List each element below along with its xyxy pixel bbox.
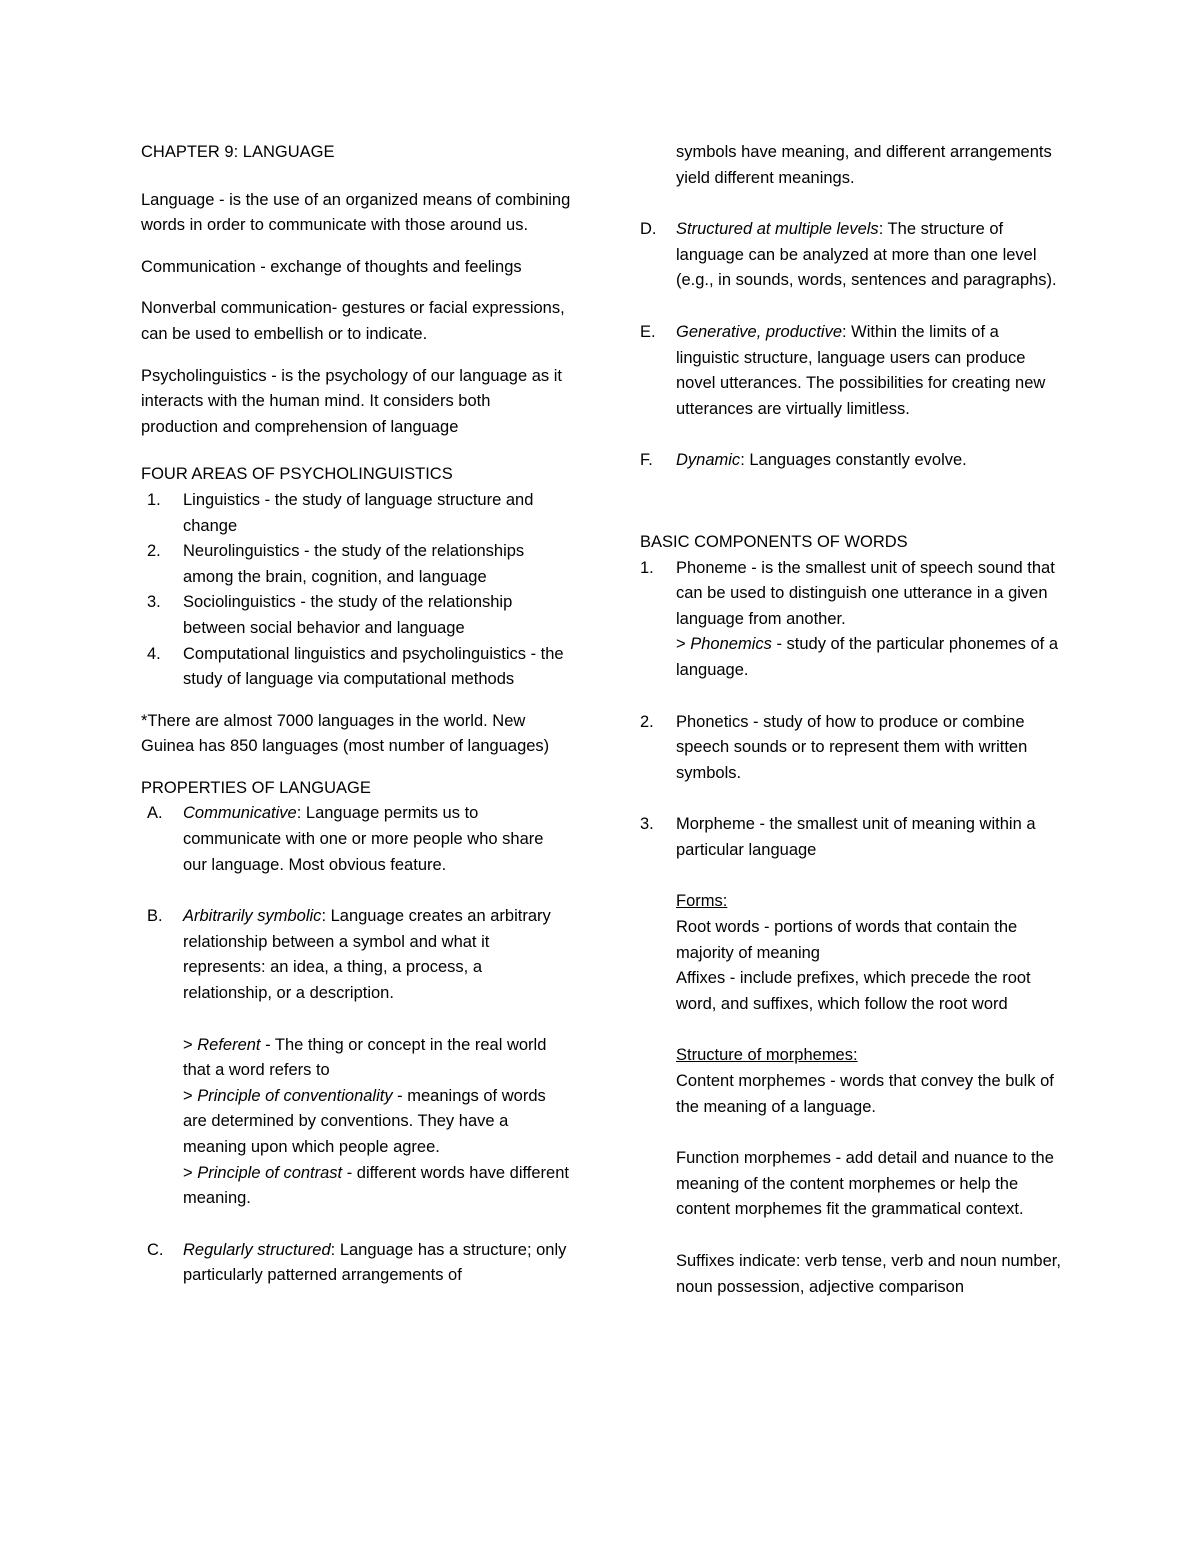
subitem-prefix: >: [183, 1086, 198, 1105]
property-term: Arbitrarily symbolic: [183, 907, 322, 926]
list-marker: E.: [640, 322, 656, 341]
subitem-prefix: >: [676, 635, 691, 654]
left-column: [141, 140, 571, 1289]
list-marker: D.: [640, 220, 657, 239]
forms-root-words: Root words - portions of words that contain the majority of meaning: [676, 918, 1018, 962]
definition-psycholinguistics: Psycholinguistics - is the psychology of our language as it interacts with the human mind. It considers both production and comprehension of language: [141, 366, 562, 436]
definition-nonverbal: Nonverbal communication- gestures or facial expressions, can be used to embellish or to indicate.: [141, 299, 565, 343]
forms-affixes: Affixes - include prefixes, which precede the root word, and suffixes, which follow the root word: [676, 969, 1031, 1013]
list-marker: 1.: [640, 558, 654, 577]
subitem-prefix: >: [183, 1035, 198, 1054]
subitem-term: Referent: [197, 1035, 261, 1054]
property-item: [141, 904, 571, 1212]
property-text: : Language has a structure; only particularly patterned arrangements of: [183, 1240, 567, 1285]
list-item-text: Sociolinguistics - the study of the relationship between social behavior and language: [183, 593, 513, 637]
components-list: [640, 556, 1065, 1301]
components-heading: BASIC COMPONENTS OF WORDS: [640, 532, 908, 551]
component-item: [640, 556, 1065, 684]
subitem: [676, 632, 1065, 683]
properties-heading: PROPERTIES OF LANGUAGE: [141, 778, 371, 797]
list-marker: F.: [640, 451, 653, 470]
structure-heading: Structure of morphemes:: [676, 1046, 858, 1065]
list-marker: 2.: [640, 712, 654, 731]
subitem: [183, 1161, 571, 1212]
properties-list: [141, 801, 571, 1289]
content-morphemes: Content morphemes - words that convey the bulk of the meaning of a language.: [676, 1072, 1054, 1116]
subitem: [183, 1084, 571, 1161]
subitem-term: Principle of conventionality: [197, 1086, 393, 1105]
definition-language: Language - is the use of an organized means of combining words in order to communicate with those around us.: [141, 190, 571, 235]
property-item: [640, 217, 1065, 294]
property-text: : Language creates an arbitrary relationship between a symbol and what it represents: an idea, a thing, a process, a relationship, or a description.: [183, 907, 551, 1003]
property-item: [141, 1238, 571, 1289]
right-column: [640, 140, 1065, 1300]
list-item-text: Neurolinguistics - the study of the relationships among the brain, cognition, and language: [183, 542, 525, 586]
subitem-term: Phonemics: [690, 635, 772, 654]
component-item: [640, 710, 1065, 787]
suffixes-indicate: Suffixes indicate: verb tense, verb and noun number, noun possession, adjective comparison: [676, 1252, 1061, 1296]
component-text: Phoneme - is the smallest unit of speech sound that can be used to distinguish one utterance in a given language from another.: [676, 558, 1055, 628]
subitem-text: - study of the particular phonemes of a language.: [676, 635, 1059, 679]
property-item: [141, 801, 571, 878]
chapter-title: CHAPTER 9: LANGUAGE: [141, 143, 335, 161]
properties-list-continued: [640, 140, 1065, 474]
list-marker: 3.: [147, 593, 161, 612]
list-item: [141, 642, 571, 693]
subitem-term: Principle of contrast: [197, 1163, 343, 1182]
structure-block: [676, 1043, 1065, 1120]
property-term: Regularly structured: [183, 1240, 331, 1259]
property-text: : Languages constantly evolve.: [740, 451, 967, 470]
subitem-text: - different words have different meaning.: [183, 1163, 569, 1208]
subitem: [183, 1033, 571, 1084]
function-morphemes: Function morphemes - add detail and nuance to the meaning of the content morphemes or help the content morphemes fit the grammatical context.: [676, 1149, 1054, 1219]
property-item: [640, 320, 1065, 422]
four-areas-list: [141, 488, 571, 693]
property-item-continued: [640, 140, 1065, 191]
four-areas-heading: FOUR AREAS OF PSYCHOLINGUISTICS: [141, 465, 453, 484]
subitem-text: - meanings of words are determined by conventions. They have a meaning upon which people agree.: [183, 1086, 546, 1156]
list-marker: A.: [147, 804, 163, 823]
list-item-text: Computational linguistics and psycholinguistics - the study of language via computational methods: [183, 644, 564, 689]
property-term: Structured at multiple levels: [676, 220, 879, 239]
list-marker: B.: [147, 907, 163, 926]
forms-heading: Forms:: [676, 892, 728, 911]
property-term: Communicative: [183, 804, 297, 823]
list-item: [141, 590, 571, 641]
property-text: : The structure of language can be analyzed at more than one level (e.g., in sounds, words, sentences and paragraphs).: [676, 220, 1057, 290]
languages-note: *There are almost 7000 languages in the world. New Guinea has 850 languages (most number of languages): [141, 711, 550, 756]
list-marker: 4.: [147, 644, 161, 663]
property-text: symbols have meaning, and different arrangements yield different meanings.: [676, 143, 1052, 187]
property-text: : Language permits us to communicate with one or more people who share our language. Most obvious feature.: [183, 804, 544, 874]
list-item: [141, 488, 571, 539]
component-item: [640, 812, 1065, 1300]
list-marker: 1.: [147, 490, 161, 509]
definition-communication: Communication - exchange of thoughts and feelings: [141, 257, 522, 276]
property-subitems: [183, 1033, 571, 1212]
subitem-prefix: >: [183, 1163, 198, 1182]
component-text: Phonetics - study of how to produce or combine speech sounds or to represent them with written symbols.: [676, 712, 1028, 782]
property-text: : Within the limits of a linguistic structure, language users can produce novel utterances. The possibilities for creating new utterances are virtually limitless.: [676, 322, 1046, 418]
subitem-text: - The thing or concept in the real world that a word refers to: [183, 1035, 547, 1080]
forms-block: [676, 889, 1065, 1017]
property-term: Generative, productive: [676, 322, 843, 341]
component-text: Morpheme - the smallest unit of meaning within a particular language: [676, 815, 1036, 859]
list-item-text: Linguistics - the study of language structure and change: [183, 490, 534, 535]
property-term: Dynamic: [676, 451, 741, 470]
list-marker: 2.: [147, 542, 161, 561]
list-marker: C.: [147, 1240, 164, 1259]
list-item: [141, 539, 571, 590]
list-marker: 3.: [640, 815, 654, 834]
property-item: [640, 448, 1065, 474]
